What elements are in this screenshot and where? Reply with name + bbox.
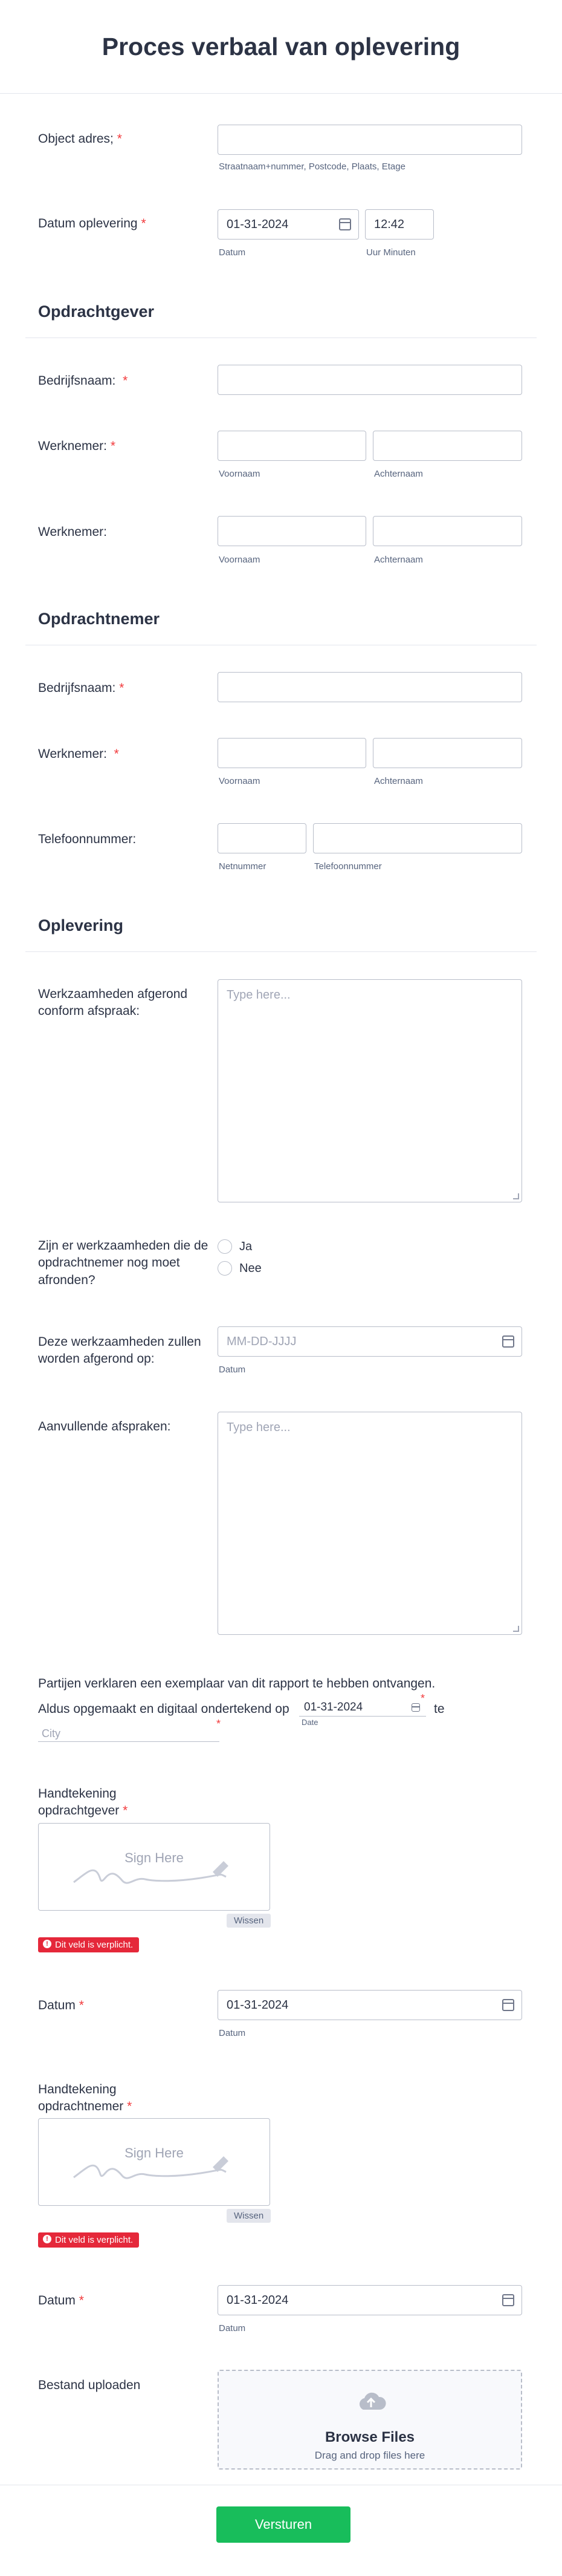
signature-client-date-value: 01-31-2024 — [227, 1998, 289, 2012]
form-header — [0, 0, 562, 94]
required-mark: * — [127, 2099, 132, 2114]
lastname-sublabel: Achternaam — [374, 776, 423, 786]
resize-handle[interactable] — [513, 1626, 519, 1632]
sign-here-text: Sign Here — [124, 1850, 184, 1865]
resize-handle[interactable] — [513, 1193, 519, 1199]
complete-by-date-input[interactable] — [218, 1326, 522, 1357]
signature-contractor-date-input[interactable] — [218, 2285, 522, 2315]
client-employee2-lastname[interactable] — [373, 516, 522, 546]
required-mark: * — [123, 1804, 128, 1818]
phone-sublabel: Telefoonnummer — [314, 861, 382, 872]
section-divider — [25, 951, 537, 952]
signature-contractor-date-label-text: Datum — [38, 2294, 76, 2307]
date-sublabel: Datum — [219, 2028, 246, 2038]
radio-nee-label[interactable]: Nee — [239, 1262, 262, 1275]
contractor-phone-input[interactable] — [313, 823, 522, 853]
signature-client-date-label — [38, 1997, 84, 2014]
lastname-sublabel: Achternaam — [374, 555, 423, 565]
object-address-sublabel: Straatnaam+nummer, Postcode, Plaats, Etage — [219, 161, 405, 172]
contractor-employee-label — [38, 746, 119, 763]
declaration-line1: Partijen verklaren een exemplaar van dit rapport te hebben ontvangen. — [38, 1677, 436, 1691]
delivery-time-input[interactable] — [365, 209, 434, 240]
completed-work-label: Werkzaamheden afgerond conform afspraak: — [38, 987, 188, 1019]
upload-dropzone[interactable] — [218, 2370, 522, 2470]
signature-contractor-error: ! Dit veld is verplicht. — [38, 2232, 139, 2248]
upload-label: Bestand uploaden — [38, 2378, 141, 2392]
time-sublabel: Uur Minuten — [366, 247, 416, 258]
contractor-section-heading: Opdrachtnemer — [38, 610, 160, 628]
signature-client-label-text: Handtekening opdrachtgever — [38, 1787, 120, 1818]
city-input[interactable] — [38, 1718, 221, 1742]
sign-pen-icon — [68, 2150, 243, 2186]
date-sublabel: Datum — [219, 2323, 246, 2333]
contractor-employee-firstname[interactable] — [218, 738, 366, 768]
calendar-icon[interactable] — [502, 2294, 514, 2306]
calendar-icon[interactable] — [502, 1999, 514, 2011]
submit-button[interactable]: Versturen — [216, 2506, 350, 2543]
radio-ja[interactable] — [218, 1239, 232, 1254]
calendar-icon[interactable] — [502, 1335, 514, 1348]
sign-here-text: Sign Here — [124, 2145, 184, 2160]
signature-contractor-label-text: Handtekening opdrachtnemer — [38, 2082, 124, 2114]
required-mark: * — [216, 1718, 221, 1730]
signature-contractor-label — [38, 2081, 141, 2116]
contractor-company-label — [38, 680, 124, 697]
required-mark: * — [117, 132, 122, 146]
delivery-time-value: 12:42 — [374, 218, 405, 231]
remaining-work-question: Zijn er werkzaamheden die de opdrachtnemer nog moet afronden? — [38, 1239, 208, 1287]
declaration-date-value: 01-31-2024 — [304, 1701, 363, 1714]
signature-client-label — [38, 1785, 141, 1820]
declaration-date-sublabel: Date — [302, 1718, 318, 1727]
client-employee2-firstname[interactable] — [218, 516, 366, 546]
date-sublabel: Datum — [219, 1365, 246, 1375]
textarea-placeholder: Type here... — [227, 988, 291, 1002]
cloud-upload-icon — [356, 2389, 386, 2413]
contractor-area-code-input[interactable] — [218, 823, 306, 853]
extra-agreements-label: Aanvullende afspraken: — [38, 1420, 171, 1433]
firstname-sublabel: Voornaam — [219, 555, 260, 565]
signature-client-date-label-text: Datum — [38, 1998, 76, 2012]
lastname-sublabel: Achternaam — [374, 469, 423, 479]
object-address-label — [38, 131, 122, 148]
signature-client-error: ! Dit veld is verplicht. — [38, 1937, 139, 1952]
client-company-input[interactable] — [218, 365, 522, 395]
declaration-date-input[interactable] — [299, 1692, 426, 1717]
client-employee1-lastname[interactable] — [373, 431, 522, 461]
form-footer — [0, 2485, 562, 2576]
calendar-icon[interactable] — [339, 218, 351, 230]
required-mark: * — [420, 1692, 425, 1704]
signature-contractor-date-label — [38, 2292, 84, 2309]
contractor-company-label-text: Bedrijfsnaam: — [38, 681, 116, 695]
client-company-label-text: Bedrijfsnaam: — [38, 374, 116, 388]
object-address-label-text: Object adres; — [38, 132, 114, 146]
signature-client-clear-button[interactable]: Wissen — [227, 1914, 271, 1928]
contractor-employee-lastname[interactable] — [373, 738, 522, 768]
signature-contractor-pad[interactable] — [38, 2118, 270, 2206]
required-mark: * — [141, 217, 146, 230]
client-employee1-firstname[interactable] — [218, 431, 366, 461]
client-company-label — [38, 373, 128, 390]
section-divider — [25, 337, 537, 338]
area-code-sublabel: Netnummer — [219, 861, 266, 872]
required-mark: * — [114, 747, 119, 761]
signature-contractor-date-value: 01-31-2024 — [227, 2294, 289, 2307]
required-mark: * — [79, 1998, 84, 2012]
required-mark: * — [123, 374, 128, 388]
client-employee1-label-text: Werknemer: — [38, 439, 107, 453]
client-section-heading: Opdrachtgever — [38, 302, 155, 321]
delivery-section-heading: Oplevering — [38, 916, 124, 934]
city-placeholder: City — [42, 1727, 60, 1740]
date-placeholder: MM-DD-JJJJ — [227, 1335, 297, 1348]
date-sublabel: Datum — [219, 247, 246, 258]
textarea-placeholder: Type here... — [227, 1421, 291, 1434]
delivery-date-value: 01-31-2024 — [227, 218, 289, 231]
client-employee1-label — [38, 438, 115, 455]
signature-client-date-input[interactable] — [218, 1990, 522, 2020]
radio-nee[interactable] — [218, 1261, 232, 1276]
upload-subtitle: Drag and drop files here — [314, 2450, 425, 2461]
form-title: Proces verbaal van oplevering — [102, 32, 460, 60]
complete-by-label: Deze werkzaamheden zullen worden afgerond op: — [38, 1335, 201, 1366]
delivery-date-label-text: Datum oplevering — [38, 217, 138, 230]
required-mark: * — [79, 2294, 84, 2307]
delivery-date-label — [38, 215, 146, 232]
calendar-icon[interactable] — [412, 1703, 420, 1712]
client-employee2-label: Werknemer: — [38, 525, 107, 539]
firstname-sublabel: Voornaam — [219, 776, 260, 786]
signature-contractor-clear-button[interactable]: Wissen — [227, 2209, 271, 2223]
contractor-employee-label-text: Werknemer: — [38, 747, 107, 761]
declaration-te: te — [434, 1702, 445, 1716]
radio-ja-label[interactable]: Ja — [239, 1240, 253, 1253]
extra-agreements-textarea[interactable] — [218, 1412, 522, 1635]
contractor-phone-label: Telefoonnummer: — [38, 832, 137, 846]
required-mark: * — [110, 439, 116, 453]
firstname-sublabel: Voornaam — [219, 469, 260, 479]
signature-client-pad[interactable] — [38, 1823, 270, 1911]
delivery-date-input[interactable] — [218, 209, 359, 240]
sign-pen-icon — [68, 1855, 243, 1891]
declaration-line2: Aldus opgemaakt en digitaal ondertekend op — [38, 1702, 289, 1716]
contractor-company-input[interactable] — [218, 672, 522, 702]
completed-work-textarea[interactable] — [218, 979, 522, 1202]
required-mark: * — [119, 681, 124, 695]
object-address-input[interactable] — [218, 125, 522, 155]
upload-title: Browse Files — [325, 2429, 415, 2445]
